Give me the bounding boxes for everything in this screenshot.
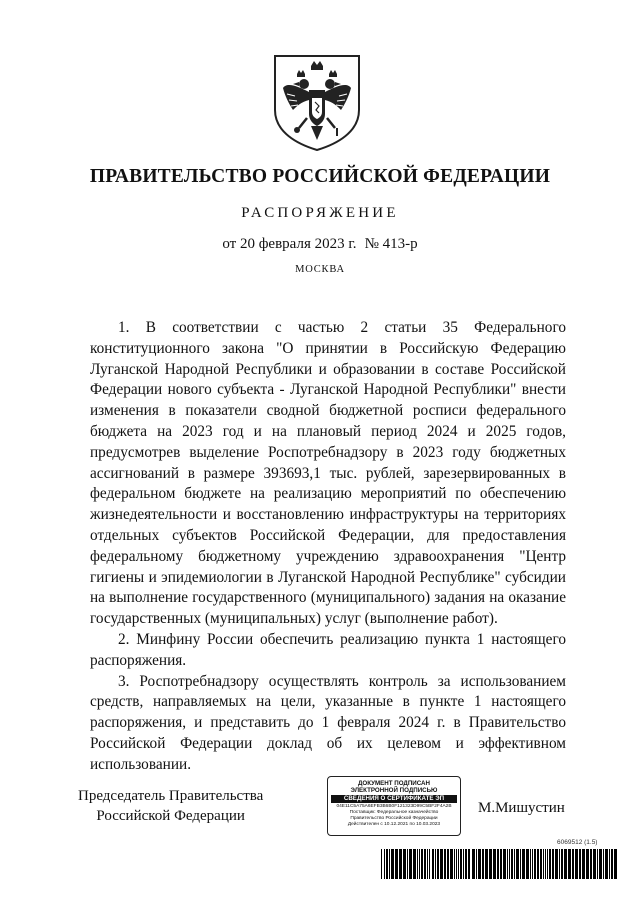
barcode-bar bbox=[384, 849, 385, 879]
stamp-issuer: Поставщик: Федеральное казначейство bbox=[349, 810, 439, 815]
stamp-serial: 04E11C5A75A6EFB3B6B0F121323D99C5BF2F4A2B bbox=[336, 804, 452, 809]
document-date-line bbox=[0, 236, 640, 253]
barcode-bar bbox=[424, 849, 426, 879]
barcode-bar bbox=[530, 849, 531, 879]
barcode-bar bbox=[599, 849, 602, 879]
barcode-bar bbox=[493, 849, 496, 879]
barcode-bar bbox=[437, 849, 439, 879]
barcode-bar bbox=[427, 849, 428, 879]
barcode-bar bbox=[582, 849, 585, 879]
barcode-bar bbox=[537, 849, 539, 879]
signatory-position bbox=[78, 786, 263, 826]
paragraph-3: 3. Роспотребнадзору осуществлять контроль за использованием средств, направляемых на цели, указанные в пункте 1 настоящего распоряжения, и представить до 1 февраля 2024 г. в Правительство Российской Федерации доклад об их целевом и эффективном использовании. bbox=[90, 672, 566, 773]
barcode-bar bbox=[391, 849, 394, 879]
barcode-bar bbox=[500, 849, 502, 879]
barcode-bar bbox=[482, 849, 484, 879]
barcode-bar bbox=[421, 849, 423, 879]
barcode-bar bbox=[561, 849, 563, 879]
signatory-name: М.Мишустин bbox=[478, 800, 565, 816]
barcode-bar bbox=[389, 849, 390, 879]
barcode-bar bbox=[590, 849, 592, 879]
barcode-bar bbox=[456, 849, 457, 879]
barcode-bar bbox=[579, 849, 581, 879]
barcode-bar bbox=[572, 849, 574, 879]
paragraph-1: 1. В соответствии с частью 2 статьи 35 Федерального конституционного закона "О принятии в Российскую Федерацию Луганской Народной Республики и образовании в составе Российской Федерации нового субъекта - Луганской Народной Республики" внести изменения в показатели сводной бюджетной росписи федерального бюджета на 2023 год и на плановый период 2024 и 2025 годов, предусмотрев выделение Роспотребнадзору в 2023 году бюджетных ассигнований в размере 393693,1 тыс. рублей, зарезервированных в федеральном бюджете на реализацию мероприятий по обеспечению жизнедеятельности и восстановлению инфраструктуры на территориях отдельных субъектов Российской Федерации, для предоставления федеральному бюджетному учреждению здравоохранения "Центр гигиены и эпидемиологии в Луганской Народной Республике" субсидии на выполнение государственного (муниципального) задания на оказание государственных (муниципальных) услуг (выполнение работ). bbox=[90, 319, 566, 628]
barcode-bar bbox=[559, 849, 560, 879]
barcode-bar bbox=[381, 849, 382, 879]
barcode-bar bbox=[429, 849, 430, 879]
barcode-bar bbox=[555, 849, 558, 879]
barcode-bar bbox=[609, 849, 610, 879]
barcode-bar bbox=[586, 849, 589, 879]
stamp-certificate-band: СВЕДЕНИЯ О СЕРТИФИКАТЕ ЭП bbox=[331, 795, 457, 803]
barcode-bar bbox=[460, 849, 462, 879]
barcode-bar bbox=[409, 849, 412, 879]
barcode-bar bbox=[478, 849, 481, 879]
barcode-bar bbox=[419, 849, 420, 879]
document-type: РАСПОРЯЖЕНИЕ bbox=[241, 205, 399, 221]
barcode-bar bbox=[407, 849, 408, 879]
barcode-bar bbox=[605, 849, 608, 879]
barcode-bar bbox=[603, 849, 604, 879]
barcode-bar bbox=[440, 849, 443, 879]
barcode-bar bbox=[522, 849, 525, 879]
stamp-line-1: ДОКУМЕНТ ПОДПИСАН bbox=[358, 780, 430, 787]
barcode-bar bbox=[386, 849, 388, 879]
paragraph-2: 2. Минфину России обеспечить реализацию пункта 1 настоящего распоряжения. bbox=[90, 630, 566, 669]
barcode-bar bbox=[547, 849, 548, 879]
signatory-position-line1: Председатель Правительства bbox=[78, 788, 264, 804]
barcode-bar bbox=[532, 849, 533, 879]
barcode-bar bbox=[403, 849, 406, 879]
barcode-bar bbox=[472, 849, 475, 879]
barcode-bar bbox=[476, 849, 477, 879]
barcode-bar bbox=[417, 849, 418, 879]
document-id: 6069512 (1.5) bbox=[557, 839, 598, 846]
barcode-bar bbox=[520, 849, 521, 879]
barcode-bar bbox=[413, 849, 416, 879]
barcode-bar bbox=[395, 849, 398, 879]
barcode-bar bbox=[552, 849, 554, 879]
barcode-bar bbox=[489, 849, 492, 879]
barcode-bar bbox=[543, 849, 544, 879]
document-date: от 20 февраля 2023 г. bbox=[222, 236, 357, 252]
barcode-bar bbox=[568, 849, 571, 879]
stamp-validity: Действителен с 10.12.2021 по 10.03.2023 bbox=[347, 822, 441, 827]
barcode-bar bbox=[458, 849, 459, 879]
barcode-bar bbox=[514, 849, 515, 879]
government-title: ПРАВИТЕЛЬСТВО РОССИЙСКОЙ ФЕДЕРАЦИИ bbox=[89, 166, 551, 187]
barcode-bar bbox=[503, 849, 506, 879]
document-body bbox=[90, 318, 566, 776]
barcode-bar bbox=[507, 849, 508, 879]
barcode-bar bbox=[516, 849, 519, 879]
barcode-bar bbox=[597, 849, 598, 879]
barcode-bar bbox=[468, 849, 470, 879]
barcode-bar bbox=[497, 849, 499, 879]
barcode bbox=[381, 849, 617, 879]
barcode-bar bbox=[564, 849, 567, 879]
barcode-bar bbox=[444, 849, 446, 879]
barcode-bar bbox=[526, 849, 529, 879]
coat-of-arms-emblem bbox=[271, 52, 363, 152]
stamp-line-2: ЭЛЕКТРОННОЙ ПОДПИСЬЮ bbox=[350, 787, 438, 794]
barcode-bar bbox=[450, 849, 453, 879]
electronic-signature-stamp bbox=[327, 776, 461, 836]
signatory-position-line2: Российской Федерации bbox=[96, 808, 245, 824]
barcode-bar bbox=[399, 849, 402, 879]
barcode-bar bbox=[614, 849, 617, 879]
double-headed-eagle-icon bbox=[271, 52, 363, 152]
barcode-bar bbox=[447, 849, 449, 879]
barcode-bar bbox=[540, 849, 542, 879]
barcode-bar bbox=[485, 849, 488, 879]
barcode-bar bbox=[511, 849, 513, 879]
barcode-bar bbox=[545, 849, 546, 879]
stamp-owner: Правительство Российской Федерации bbox=[350, 816, 438, 821]
document-number: № 413-р bbox=[364, 236, 418, 252]
barcode-bar bbox=[463, 849, 464, 879]
barcode-bar bbox=[435, 849, 436, 879]
barcode-bar bbox=[454, 849, 455, 879]
barcode-bar bbox=[549, 849, 551, 879]
barcode-bar bbox=[575, 849, 578, 879]
barcode-bar bbox=[432, 849, 434, 879]
barcode-bar bbox=[465, 849, 467, 879]
barcode-bar bbox=[611, 849, 613, 879]
barcode-bar bbox=[534, 849, 536, 879]
document-city: МОСКВА bbox=[295, 264, 345, 275]
barcode-bar bbox=[593, 849, 596, 879]
barcode-bar bbox=[509, 849, 510, 879]
